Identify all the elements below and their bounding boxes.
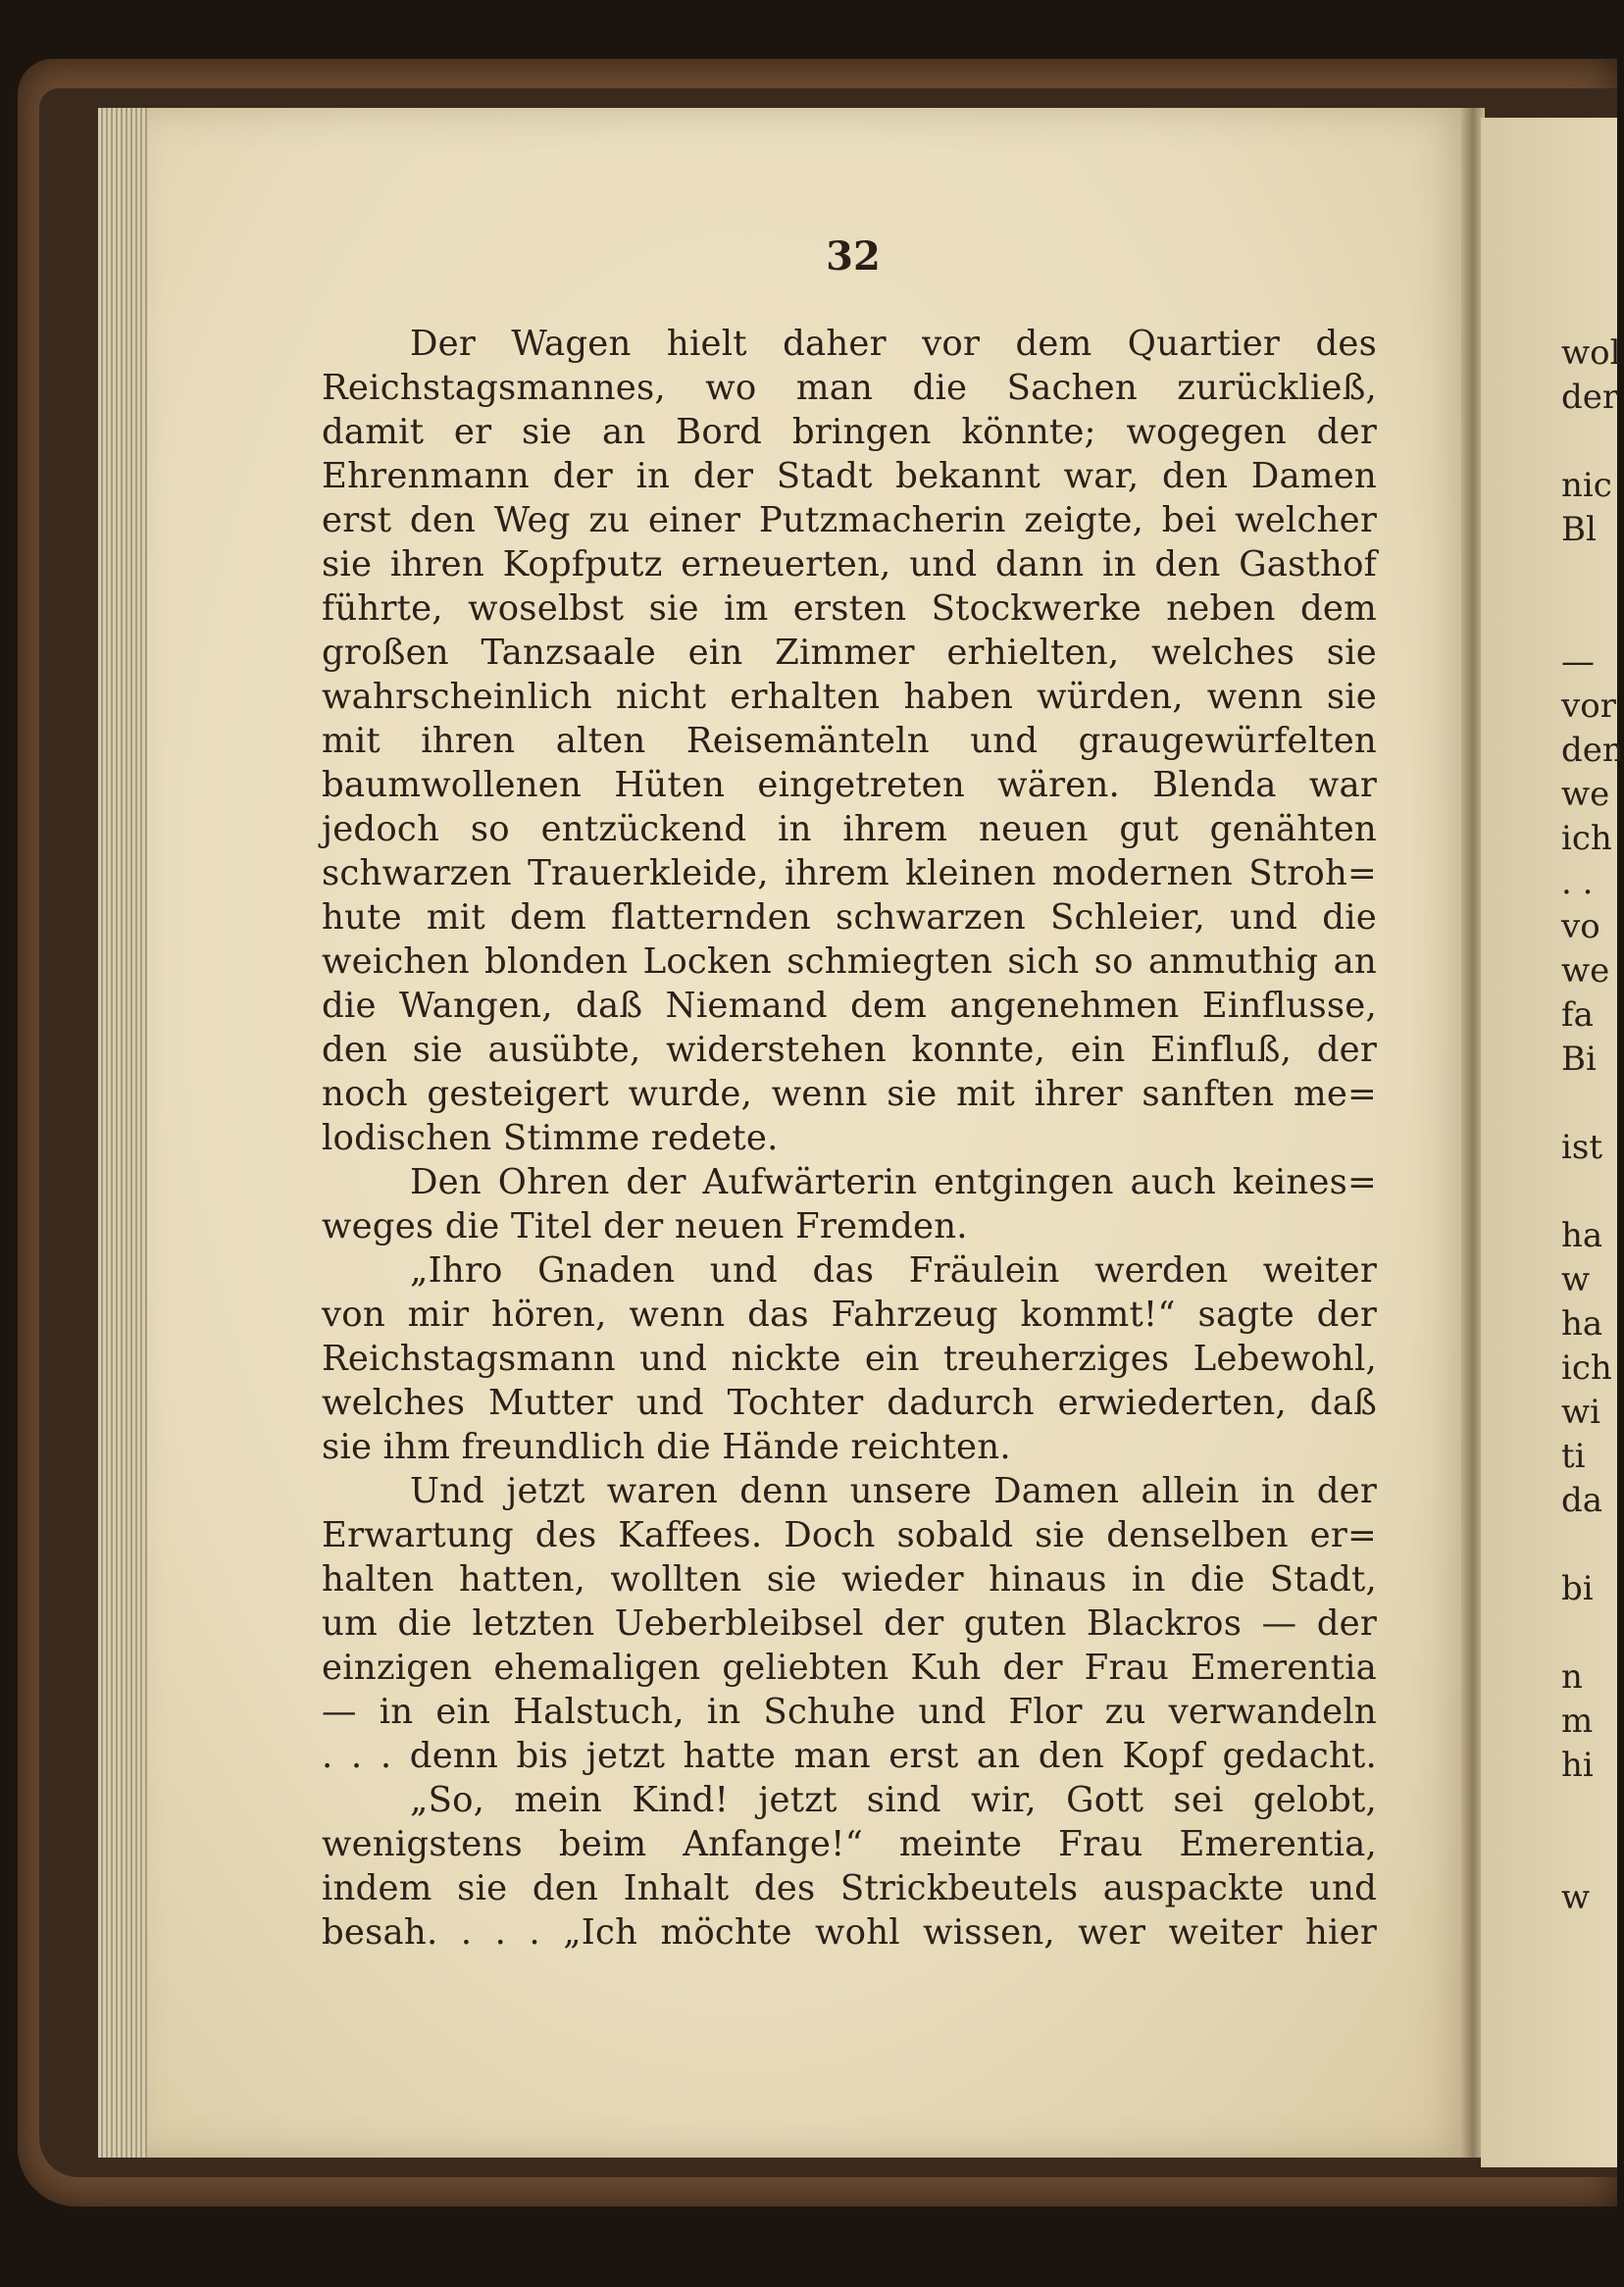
text-line: Und jetzt waren denn unsere Damen allein in der: [410, 1471, 1377, 1511]
text-line: . . . denn bis jetzt hatte man erst an den Kopf gedacht.: [322, 1736, 1377, 1776]
right-page-fragment: vo: [1561, 907, 1600, 946]
right-page-fragment: n: [1561, 1657, 1583, 1697]
text-line: Reichstagsmann und nickte ein treuherziges Lebewohl,: [322, 1339, 1377, 1379]
right-page-fragment: den: [1561, 731, 1624, 770]
right-page-fragment: w: [1561, 1878, 1591, 1917]
right-page-fragment: der: [1561, 378, 1619, 417]
right-page-fragment: Bi: [1561, 1040, 1597, 1079]
text-line: die Wangen, daß Niemand dem angenehmen Einflusse,: [322, 986, 1377, 1026]
right-page-fragment: Bl: [1561, 510, 1597, 549]
right-page-fragment: we: [1561, 951, 1610, 991]
right-page-fragment: ich: [1561, 1348, 1612, 1388]
text-line: lodischen Stimme redete.: [322, 1118, 779, 1158]
text-line: sie ihren Kopfputz erneuerten, und dann in den Gasthof: [322, 544, 1377, 584]
text-line: Der Wagen hielt daher vor dem Quartier des: [410, 324, 1377, 364]
right-page-fragment: fa: [1561, 995, 1594, 1035]
right-page-fragment: w: [1561, 1260, 1591, 1299]
right-page-fragment: ti: [1561, 1437, 1586, 1476]
text-line: Reichstagsmannes, wo man die Sachen zurückließ,: [322, 368, 1377, 408]
page-number: 32: [826, 233, 881, 280]
text-line: damit er sie an Bord bringen könnte; wogegen der: [322, 412, 1377, 452]
text-line: „Ihro Gnaden und das Fräulein werden weiter: [410, 1250, 1377, 1291]
right-page-fragment: nic: [1561, 466, 1612, 505]
text-line: weges die Titel der neuen Fremden.: [322, 1206, 968, 1246]
right-page-fragment: ha: [1561, 1304, 1603, 1344]
text-line: wenigstens beim Anfange!“ meinte Frau Emerentia,: [322, 1824, 1377, 1864]
text-line: „So, mein Kind! jetzt sind wir, Gott sei gelobt,: [410, 1780, 1377, 1820]
text-line: baumwollenen Hüten eingetreten wären. Blenda war: [322, 765, 1377, 805]
text-line: weichen blonden Locken schmiegten sich so anmuthig an: [322, 941, 1377, 982]
right-page-fragment: bi: [1561, 1569, 1594, 1608]
text-line: großen Tanzsaale ein Zimmer erhielten, welches sie: [322, 633, 1377, 673]
text-line: — in ein Halstuch, in Schuhe und Flor zu verwandeln: [322, 1692, 1377, 1732]
text-line: welches Mutter und Tochter dadurch erwiederten, daß: [322, 1383, 1377, 1423]
text-line: indem sie den Inhalt des Strickbeutels auspackte und: [322, 1868, 1377, 1908]
text-line: schwarzen Trauerkleide, ihrem kleinen modernen Stroh=: [322, 853, 1377, 893]
text-line: jedoch so entzückend in ihrem neuen gut genähten: [322, 809, 1377, 849]
right-page-fragment: wol: [1561, 333, 1621, 373]
main-text-block: [322, 322, 1377, 1955]
right-page-fragment: ha: [1561, 1216, 1603, 1255]
text-line: erst den Weg zu einer Putzmacherin zeigte, bei welcher: [322, 500, 1377, 540]
right-page-fragment: we: [1561, 775, 1610, 814]
right-page-fragment: hi: [1561, 1746, 1594, 1785]
text-line: sie ihm freundlich die Hände reichten.: [322, 1427, 1011, 1467]
text-line: einzigen ehemaligen geliebten Kuh der Frau Emerentia: [322, 1648, 1377, 1688]
right-page-fragment: ich: [1561, 819, 1612, 858]
text-line: noch gesteigert wurde, wenn sie mit ihrer sanften me=: [322, 1074, 1377, 1114]
text-line: halten hatten, wollten sie wieder hinaus in die Stadt,: [322, 1559, 1377, 1600]
text-line: Den Ohren der Aufwärterin entgingen auch keines=: [410, 1162, 1377, 1202]
text-line: von mir hören, wenn das Fahrzeug kommt!“ sagte der: [322, 1295, 1377, 1335]
text-line: mit ihren alten Reisemänteln und graugewürfelten: [322, 721, 1377, 761]
text-line: um die letzten Ueberbleibsel der guten Blackros — der: [322, 1603, 1377, 1644]
text-line: wahrscheinlich nicht erhalten haben würden, wenn sie: [322, 677, 1377, 717]
text-line: führte, woselbst sie im ersten Stockwerke neben dem: [322, 588, 1377, 629]
right-page-fragment: vor: [1561, 686, 1616, 726]
text-line: Erwartung des Kaffees. Doch sobald sie denselben er=: [322, 1515, 1377, 1555]
right-page: [1481, 118, 1624, 2167]
text-line: den sie ausübte, widerstehen konnte, ein Einfluß, der: [322, 1030, 1377, 1070]
right-page-fragment: wi: [1561, 1393, 1600, 1432]
right-page-fragment: m: [1561, 1702, 1594, 1741]
right-page-fragment: . .: [1561, 863, 1594, 902]
text-line: besah. . . . „Ich möchte wohl wissen, wer weiter hier: [322, 1912, 1377, 1953]
right-page-fragment: —: [1561, 642, 1595, 682]
right-page-fragment: da: [1561, 1481, 1603, 1520]
right-page-fragment: ist: [1561, 1128, 1602, 1167]
text-line: hute mit dem flatternden schwarzen Schleier, und die: [322, 897, 1377, 938]
text-line: Ehrenmann der in der Stadt bekannt war, den Damen: [322, 456, 1377, 496]
